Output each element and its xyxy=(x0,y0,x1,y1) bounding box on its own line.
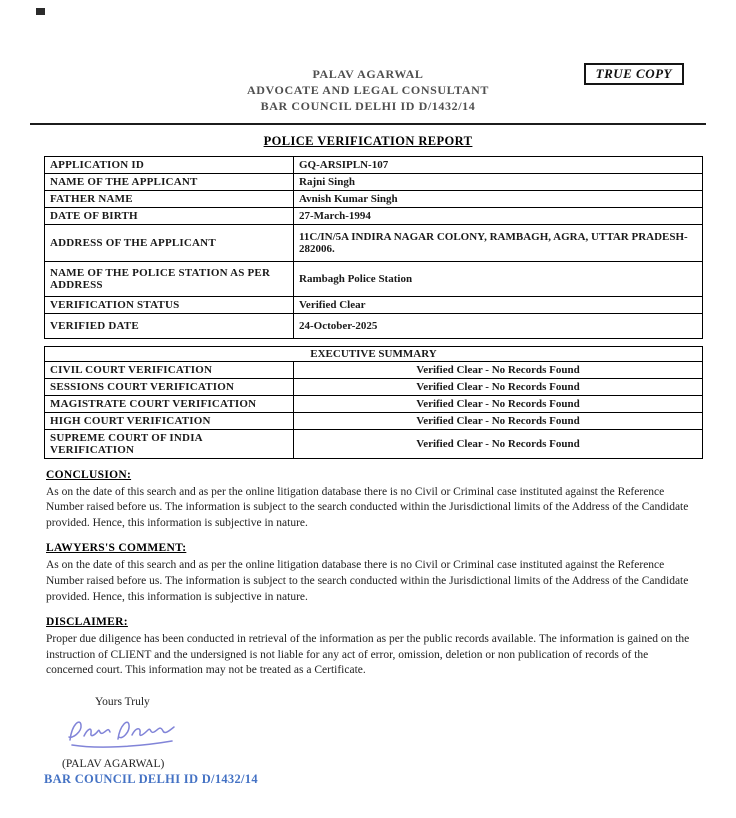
table-row xyxy=(45,296,703,313)
detail-label: FATHER NAME xyxy=(45,190,294,207)
detail-value: GQ-ARSIPLN-107 xyxy=(294,156,703,173)
lawyers-comment-heading: LAWYERS'S COMMENT: xyxy=(46,542,187,555)
detail-value: Verified Clear xyxy=(294,296,703,313)
advocate-role: ADVOCATE AND LEGAL CONSULTANT xyxy=(247,83,489,98)
table-row xyxy=(45,261,703,296)
table-row xyxy=(45,173,703,190)
advocate-name: PALAV AGARWAL xyxy=(312,67,424,81)
applicant-details-table xyxy=(44,156,703,339)
signature-ink-icon xyxy=(62,712,182,756)
advocate-bar-id: BAR COUNCIL DELHI ID D/1432/14 xyxy=(260,99,476,114)
table-row xyxy=(45,224,703,261)
detail-value: 27-March-1994 xyxy=(294,207,703,224)
table-row xyxy=(45,346,703,361)
detail-value: Avnish Kumar Singh xyxy=(294,190,703,207)
verification-label: SESSIONS COURT VERIFICATION xyxy=(45,378,294,395)
verification-result: Verified Clear - No Records Found xyxy=(294,412,703,429)
signatory-name: (PALAV AGARWAL) xyxy=(62,758,165,771)
header-divider xyxy=(30,123,706,125)
detail-label: VERIFIED DATE xyxy=(45,313,294,338)
document-title: POLICE VERIFICATION REPORT xyxy=(263,133,473,148)
detail-label: NAME OF THE POLICE STATION AS PER ADDRESS xyxy=(45,261,294,296)
table-row xyxy=(45,412,703,429)
verification-result: Verified Clear - No Records Found xyxy=(294,378,703,395)
executive-summary-table xyxy=(44,346,703,459)
detail-value: Rajni Singh xyxy=(294,173,703,190)
detail-value: 11C/IN/5A INDIRA NAGAR COLONY, RAMBAGH, AGRA, UTTAR PRADESH-282006. xyxy=(294,224,703,261)
lawyers-comment-body: As on the date of this search and as per the online litigation database there is no Civil or Criminal case instituted against the Reference Number raised before us. The information is subject to the search conducted within the Jurisdictional limits of the Address of the Candidate provided. Hence, this information is subjective in nature. xyxy=(46,559,689,603)
detail-label: DATE OF BIRTH xyxy=(45,207,294,224)
detail-label: VERIFICATION STATUS xyxy=(45,296,294,313)
disclaimer-body: Proper due diligence has been conducted in retrieval of the information as per the public records available. The information is gained on the instruction of CLIENT and the undersigned is not liable for any act of error, omission, deletion or non publication of records of the concerned court. This information may not be treated as a Certificate. xyxy=(46,632,690,677)
scan-artifact-mark xyxy=(36,8,45,15)
verification-label: SUPREME COURT OF INDIA VERIFICATION xyxy=(45,429,294,458)
disclaimer-section xyxy=(46,616,690,680)
detail-label: APPLICATION ID xyxy=(45,156,294,173)
table-row xyxy=(45,378,703,395)
table-row xyxy=(45,313,703,338)
verification-label: CIVIL COURT VERIFICATION xyxy=(45,361,294,378)
verification-result: Verified Clear - No Records Found xyxy=(294,361,703,378)
executive-summary-title: EXECUTIVE SUMMARY xyxy=(45,346,703,361)
detail-value: Rambagh Police Station xyxy=(294,261,703,296)
table-row xyxy=(45,156,703,173)
table-row xyxy=(45,207,703,224)
letterhead xyxy=(0,0,736,115)
verification-result: Verified Clear - No Records Found xyxy=(294,429,703,458)
table-row xyxy=(45,395,703,412)
verification-result: Verified Clear - No Records Found xyxy=(294,395,703,412)
conclusion-body: As on the date of this search and as per the online litigation database there is no Civil or Criminal case instituted against the Reference Number raised before us. The information is subject to the search conducted within the Jurisdictional limits of the Address of the Candidate provided. Hence, this information is subjective in nature. xyxy=(46,485,689,530)
verification-label: MAGISTRATE COURT VERIFICATION xyxy=(45,395,294,412)
detail-label: NAME OF THE APPLICANT xyxy=(45,173,294,190)
conclusion-heading: CONCLUSION: xyxy=(46,468,132,481)
true-copy-stamp: TRUE COPY xyxy=(584,63,684,85)
table-row xyxy=(45,361,703,378)
bar-council-id-text: BAR COUNCIL DELHI ID D/1432/14 xyxy=(44,772,258,787)
table-row xyxy=(45,190,703,207)
detail-value: 24-October-2025 xyxy=(294,313,703,338)
lawyers-comment-section xyxy=(46,542,690,606)
conclusion-section xyxy=(46,469,690,533)
verification-label: HIGH COURT VERIFICATION xyxy=(45,412,294,429)
table-row xyxy=(45,429,703,458)
handwritten-signature xyxy=(62,712,736,756)
disclaimer-heading: DISCLAIMER: xyxy=(46,615,128,628)
yours-truly-text: Yours Truly xyxy=(95,696,150,709)
detail-label: ADDRESS OF THE APPLICANT xyxy=(45,224,294,261)
